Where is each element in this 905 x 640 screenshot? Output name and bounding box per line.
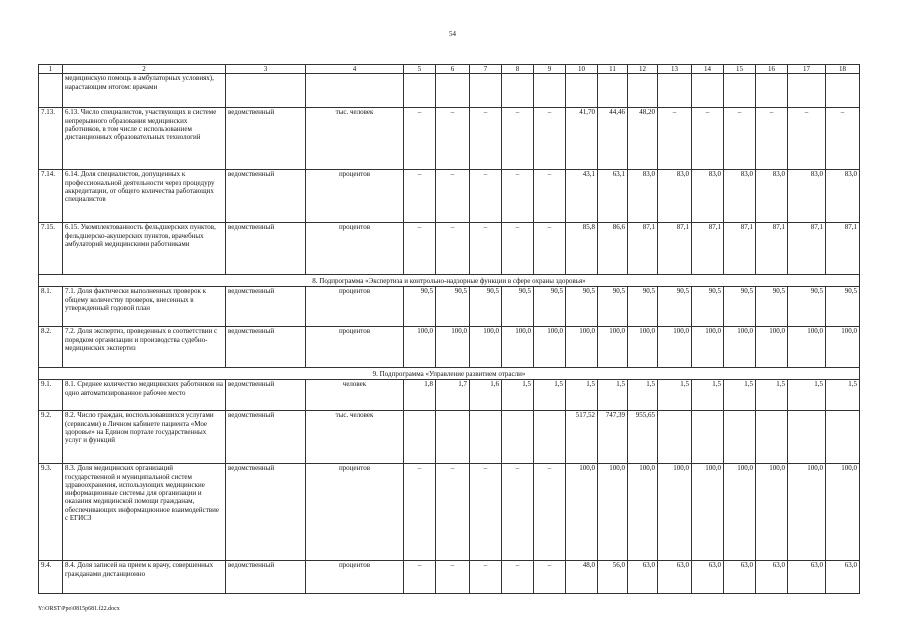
indicator-value: 100,0 [404, 327, 436, 368]
indicator-value: – [404, 464, 436, 561]
indicator-value: – [658, 108, 692, 170]
row-number: 9.4. [39, 561, 63, 594]
indicator-value: 1,5 [502, 380, 534, 411]
indicator-value: 90,5 [502, 287, 534, 327]
indicator-value: 83,0 [628, 170, 658, 223]
indicator-value: 90,5 [598, 287, 628, 327]
indicator-value: 100,0 [598, 464, 628, 561]
indicator-value: – [404, 223, 436, 275]
table-row [39, 170, 860, 223]
indicator-value: – [692, 108, 724, 170]
indicator-value: 100,0 [502, 327, 534, 368]
subprogram-title: 9. Подпрограмма «Управление развитием отрасли» [39, 368, 860, 380]
indicator-value: 83,0 [692, 170, 724, 223]
data-source: ведомственный [226, 561, 306, 594]
indicator-value: – [436, 108, 470, 170]
indicator-value: 100,0 [692, 464, 724, 561]
column-number: 1 [39, 65, 63, 74]
indicator-value: 100,0 [598, 327, 628, 368]
indicator-value: 87,1 [628, 223, 658, 275]
indicator-value: – [502, 464, 534, 561]
indicator-value: – [788, 108, 826, 170]
row-number: 7.15. [39, 223, 63, 275]
column-number: 3 [226, 65, 306, 74]
indicator-value: 955,65 [628, 411, 658, 464]
indicator-value [724, 74, 756, 108]
indicator-value: 100,0 [788, 464, 826, 561]
indicator-value: 90,5 [436, 287, 470, 327]
unit-of-measure: процентов [306, 170, 404, 223]
indicator-name: 6.15. Укомплектованность фельдшерских пунктов, фельдшерско-акушерских пунктов, врачебных амбулаторий медицинскими работниками [63, 223, 226, 275]
unit-of-measure: процентов [306, 287, 404, 327]
column-number: 7 [470, 65, 502, 74]
unit-of-measure [306, 74, 404, 108]
column-number: 12 [628, 65, 658, 74]
indicator-value: 1,5 [534, 380, 566, 411]
unit-of-measure: процентов [306, 464, 404, 561]
indicator-value: 100,0 [534, 327, 566, 368]
column-number: 10 [566, 65, 598, 74]
indicator-value: 100,0 [628, 327, 658, 368]
column-number: 13 [658, 65, 692, 74]
indicator-value [404, 411, 436, 464]
row-number: 8.1. [39, 287, 63, 327]
indicator-value: 44,46 [598, 108, 628, 170]
indicator-value: 1,6 [470, 380, 502, 411]
indicator-value [470, 411, 502, 464]
indicator-value: 87,1 [658, 223, 692, 275]
indicator-value: – [470, 108, 502, 170]
indicator-value [534, 74, 566, 108]
indicator-value [692, 74, 724, 108]
indicator-value: 43,1 [566, 170, 598, 223]
indicator-value: – [470, 170, 502, 223]
indicator-value: 90,5 [566, 287, 598, 327]
indicators-table [38, 64, 860, 594]
indicator-name: 7.2. Доля экспертиз, проведенных в соответствии с порядком организации и производства судебно-медицинских экспертиз [63, 327, 226, 368]
indicator-value: 63,1 [598, 170, 628, 223]
unit-of-measure: процентов [306, 223, 404, 275]
table-row [39, 223, 860, 275]
indicator-value: – [436, 561, 470, 594]
indicator-value: – [826, 108, 860, 170]
indicator-value: 100,0 [692, 327, 724, 368]
indicator-value: 747,39 [598, 411, 628, 464]
indicator-value: 83,0 [788, 170, 826, 223]
indicator-value [658, 74, 692, 108]
indicator-value: 90,5 [826, 287, 860, 327]
indicator-name: 6.13. Число специалистов, участвующих в системе непрерывного образования медицинских работников, в том числе с использованием дистанционных образовательных технологий [63, 108, 226, 170]
indicator-name: 8.4. Доля записей на прием к врачу, совершенных гражданами дистанционно [63, 561, 226, 594]
indicator-value: 100,0 [658, 327, 692, 368]
indicator-value: – [404, 561, 436, 594]
indicator-value: 1,5 [788, 380, 826, 411]
indicator-value: 63,0 [692, 561, 724, 594]
indicator-value: 86,6 [598, 223, 628, 275]
subprogram-heading-row [39, 275, 860, 287]
indicator-value: – [404, 108, 436, 170]
row-number: 7.14. [39, 170, 63, 223]
indicator-value: 100,0 [566, 464, 598, 561]
column-number: 18 [826, 65, 860, 74]
unit-of-measure: тыс. человек [306, 411, 404, 464]
indicator-value [826, 411, 860, 464]
indicator-value: – [534, 108, 566, 170]
indicator-value: – [436, 170, 470, 223]
indicator-value: 517,52 [566, 411, 598, 464]
data-source: ведомственный [226, 170, 306, 223]
indicator-value [826, 74, 860, 108]
data-source [226, 74, 306, 108]
indicator-value: 100,0 [788, 327, 826, 368]
indicator-value: 87,1 [826, 223, 860, 275]
footer-file-path: Y:\ORST\Ppo\0815p681.f22.docx [38, 606, 120, 612]
indicator-value: 83,0 [756, 170, 788, 223]
indicator-value [756, 411, 788, 464]
table-row [39, 464, 860, 561]
indicator-value: 90,5 [788, 287, 826, 327]
unit-of-measure: процентов [306, 561, 404, 594]
indicator-value: 87,1 [788, 223, 826, 275]
indicator-value: 63,0 [658, 561, 692, 594]
indicator-value: – [502, 108, 534, 170]
column-number: 8 [502, 65, 534, 74]
row-number: 9.3. [39, 464, 63, 561]
indicator-value: – [502, 561, 534, 594]
indicator-value: 100,0 [566, 327, 598, 368]
unit-of-measure: человек [306, 380, 404, 411]
indicator-value: 1,7 [436, 380, 470, 411]
indicator-value: 100,0 [826, 464, 860, 561]
indicator-value [436, 411, 470, 464]
indicator-value: 83,0 [826, 170, 860, 223]
row-number [39, 74, 63, 108]
table-row [39, 411, 860, 464]
indicator-value: 90,5 [470, 287, 502, 327]
indicator-name: 8.1. Среднее количество медицинских работников на одно автоматизированное рабочее место [63, 380, 226, 411]
table-header-row [39, 65, 860, 74]
data-source: ведомственный [226, 464, 306, 561]
indicator-value: 100,0 [658, 464, 692, 561]
indicator-value: – [470, 223, 502, 275]
indicator-value: – [534, 464, 566, 561]
indicator-value [658, 411, 692, 464]
indicator-value: 63,0 [628, 561, 658, 594]
indicator-name: 6.14. Доля специалистов, допущенных к профессиональной деятельности через процедуру аккредитации, от общего количества работающих специалистов [63, 170, 226, 223]
indicator-value [756, 74, 788, 108]
indicator-name: медицинскую помощь в амбулаторных условиях), нарастающим итогом: врачами [63, 74, 226, 108]
indicator-name: 8.3. Доля медицинских организаций государственной и муниципальной систем здравоохранения, использующих медицинские информационные системы для организации и оказания медицинской помощи гражданам, обеспечивающих информационное взаимодействие с ЕГИСЗ [63, 464, 226, 561]
column-number: 15 [724, 65, 756, 74]
table-row [39, 561, 860, 594]
column-number: 14 [692, 65, 724, 74]
indicator-value: 1,5 [724, 380, 756, 411]
indicator-name: 8.2. Число граждан, воспользовавшихся услугами (сервисами) в Личном кабинете пациента «Мое здоровье» на Едином портале государственных услуг и функций [63, 411, 226, 464]
indicator-value: – [470, 464, 502, 561]
indicator-value [502, 411, 534, 464]
indicator-value: 83,0 [724, 170, 756, 223]
row-number: 9.1. [39, 380, 63, 411]
column-number: 4 [306, 65, 404, 74]
indicator-value: 1,5 [598, 380, 628, 411]
indicator-value: 48,0 [566, 561, 598, 594]
subprogram-heading-row [39, 368, 860, 380]
indicator-value: – [470, 561, 502, 594]
indicator-value [598, 74, 628, 108]
table-row [39, 74, 860, 108]
indicator-value: 90,5 [658, 287, 692, 327]
data-source: ведомственный [226, 108, 306, 170]
indicator-value: – [756, 108, 788, 170]
indicator-value: – [534, 223, 566, 275]
indicator-value: 100,0 [436, 327, 470, 368]
indicator-value [628, 74, 658, 108]
page-number: 54 [449, 30, 456, 38]
indicator-value [788, 411, 826, 464]
subprogram-title: 8. Подпрограмма «Экспертиза и контрольно-надзорные функции в сфере охраны здоровья» [39, 275, 860, 287]
indicator-value: 1,8 [404, 380, 436, 411]
unit-of-measure: тыс. человек [306, 108, 404, 170]
indicator-value: 87,1 [692, 223, 724, 275]
data-source: ведомственный [226, 411, 306, 464]
indicator-value: 63,0 [724, 561, 756, 594]
indicator-value: – [436, 464, 470, 561]
row-number: 9.2. [39, 411, 63, 464]
indicator-value: 100,0 [628, 464, 658, 561]
indicator-value: – [534, 170, 566, 223]
data-source: ведомственный [226, 223, 306, 275]
indicator-value: 41,70 [566, 108, 598, 170]
indicator-value: 90,5 [692, 287, 724, 327]
indicator-value: 48,20 [628, 108, 658, 170]
column-number: 6 [436, 65, 470, 74]
indicator-value [470, 74, 502, 108]
indicator-value: 1,5 [756, 380, 788, 411]
indicator-value [534, 411, 566, 464]
indicator-value: 100,0 [724, 327, 756, 368]
indicator-value: 90,5 [756, 287, 788, 327]
indicator-value: 63,0 [788, 561, 826, 594]
row-number: 8.2. [39, 327, 63, 368]
indicator-value: – [724, 108, 756, 170]
indicator-value: 100,0 [756, 464, 788, 561]
indicator-value: 90,5 [404, 287, 436, 327]
indicator-value: 1,5 [628, 380, 658, 411]
column-number: 11 [598, 65, 628, 74]
column-number: 5 [404, 65, 436, 74]
indicator-value: 90,5 [724, 287, 756, 327]
indicator-value: – [502, 223, 534, 275]
row-number: 7.13. [39, 108, 63, 170]
data-source: ведомственный [226, 380, 306, 411]
data-source: ведомственный [226, 327, 306, 368]
data-source: ведомственный [226, 287, 306, 327]
table-row [39, 380, 860, 411]
indicator-value: 63,0 [756, 561, 788, 594]
indicator-value: – [534, 561, 566, 594]
indicator-value: 87,1 [756, 223, 788, 275]
indicator-value: 85,8 [566, 223, 598, 275]
indicator-value: 1,5 [566, 380, 598, 411]
indicator-value: – [502, 170, 534, 223]
indicator-value: 63,0 [826, 561, 860, 594]
column-number: 2 [63, 65, 226, 74]
unit-of-measure: процентов [306, 327, 404, 368]
indicator-value: – [404, 170, 436, 223]
indicator-value: 90,5 [628, 287, 658, 327]
indicator-value [436, 74, 470, 108]
indicator-value: 100,0 [724, 464, 756, 561]
table-row [39, 287, 860, 327]
table-row [39, 327, 860, 368]
table-row [39, 108, 860, 170]
indicator-value [566, 74, 598, 108]
indicator-value [788, 74, 826, 108]
indicator-value [692, 411, 724, 464]
indicator-value: 100,0 [756, 327, 788, 368]
indicator-name: 7.1. Доля фактически выполненных проверок к общему количеству проверок, внесенных в утвержденный годовой план [63, 287, 226, 327]
indicator-value: 1,5 [692, 380, 724, 411]
indicator-value: – [436, 223, 470, 275]
indicator-value: 56,0 [598, 561, 628, 594]
indicator-value: 100,0 [826, 327, 860, 368]
indicator-value: 83,0 [658, 170, 692, 223]
indicator-value [724, 411, 756, 464]
indicator-value [404, 74, 436, 108]
indicator-value: 100,0 [470, 327, 502, 368]
indicator-value: 1,5 [658, 380, 692, 411]
indicator-value [502, 74, 534, 108]
indicator-value: 87,1 [724, 223, 756, 275]
column-number: 9 [534, 65, 566, 74]
column-number: 17 [788, 65, 826, 74]
column-number: 16 [756, 65, 788, 74]
indicator-value: 1,5 [826, 380, 860, 411]
indicator-value: 90,5 [534, 287, 566, 327]
